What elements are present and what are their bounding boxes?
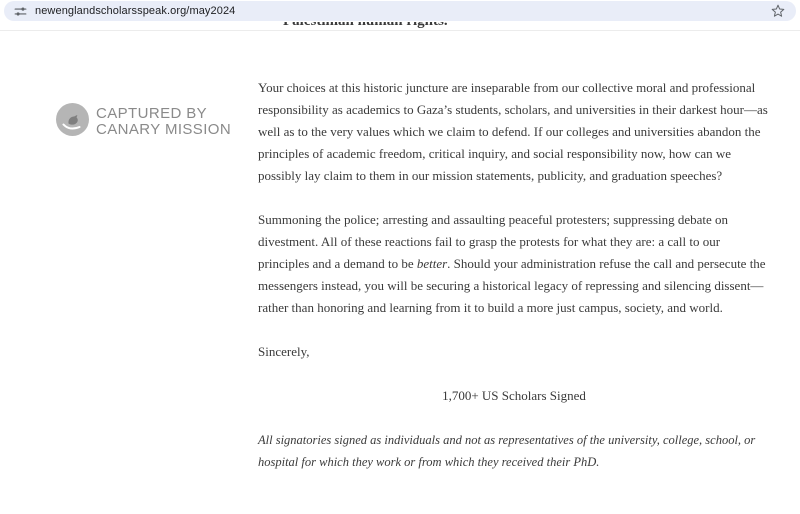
letter-paragraph-1: Your choices at this historic juncture are inseparable from our collective moral and professional responsibility as academics to Gaza’s students, scholars, and universities in their darkest hour—as well as to the very values which we claim to defend. If our colleges and universities abandon the principles of academic freedom, critical inquiry, and social responsibility now, how can we possibly lay claim to them in our mission statements, publicity, and graduation speeches?: [258, 80, 768, 183]
paragraph-2-text: Summoning the police; arresting and assaulting peaceful protesters; suppressing debate on divestment. All of these reactions fail to grasp the protests for what they are: a call to our principles and a demand to be: [258, 212, 729, 271]
browser-toolbar: [0, 0, 800, 22]
signed-count: 1,700+ US Scholars Signed: [442, 388, 586, 403]
letter-body: [258, 77, 770, 473]
watermark-line-1: CAPTURED BY: [96, 105, 208, 122]
paragraph-2-text-after: . Should your administration refuse the call and persecute the messengers instead, you will be securing a historical legacy of repressing and silencing dissent—rather than honoring and learning from it to build a more just campus, society, and world.: [258, 256, 766, 315]
site-settings-icon[interactable]: [14, 5, 27, 18]
bookmark-star-icon[interactable]: [771, 4, 785, 18]
url-text[interactable]: newenglandscholarsspeak.org/may2024: [35, 5, 236, 17]
signatories-disclaimer: All signatories signed as individuals and not as representatives of the university, college, school, or hospital for which they work or from which they received their PhD.: [258, 433, 756, 469]
watermark-line-2: CANARY MISSION: [96, 121, 232, 138]
canary-logo-icon: [56, 103, 89, 141]
letter-paragraph-2: [258, 209, 770, 319]
letter-closing: Sincerely,: [258, 344, 310, 359]
paragraph-2-emphasis: better: [416, 256, 448, 271]
canary-watermark: [56, 103, 231, 141]
url-bar[interactable]: [4, 1, 796, 21]
watermark-caption: [96, 106, 231, 138]
toolbar-divider: [0, 30, 800, 31]
